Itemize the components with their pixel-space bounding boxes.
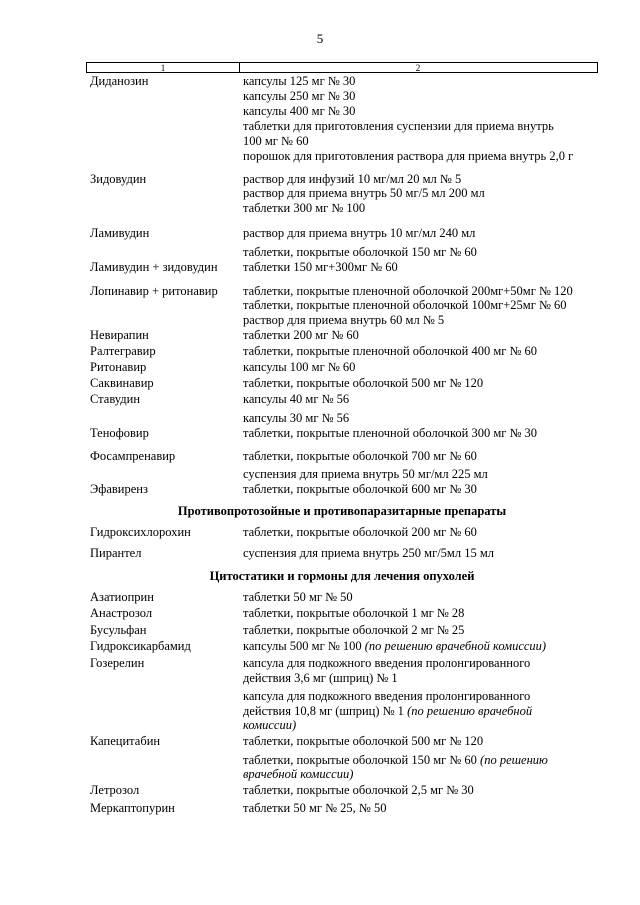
drug-name: Азатиоприн xyxy=(90,590,154,604)
drug-name: Эфавиренз xyxy=(90,482,148,496)
form-text: капсулы 500 мг № 100 xyxy=(243,639,362,653)
drug-name: Саквинавир xyxy=(90,376,154,390)
drug-form: раствор для приема внутрь 10 мг/мл 240 мл xyxy=(243,226,476,240)
drug-name: Анастрозол xyxy=(90,606,153,620)
drug-form: раствор для приема внутрь 60 мл № 5 xyxy=(243,313,445,327)
commission-note: комиссии) xyxy=(243,718,297,732)
drug-name: Ламивудин + зидовудин xyxy=(90,260,218,274)
drug-form: таблетки, покрытые оболочкой 1 мг № 28 xyxy=(243,606,465,620)
drug-form xyxy=(243,639,546,654)
drug-form: раствор для приема внутрь 50 мг/5 мл 200 мл xyxy=(243,186,485,200)
drug-form: таблетки, покрытые оболочкой 500 мг № 120 xyxy=(243,376,484,390)
drug-form: таблетки, покрытые оболочкой 600 мг № 30 xyxy=(243,482,477,496)
drug-form xyxy=(243,753,548,768)
drug-name: Пирантел xyxy=(90,546,142,560)
form-text: действия 10,8 мг (шприц) № 1 xyxy=(243,704,404,718)
header-col-2: 2 xyxy=(415,63,421,73)
drug-form: капсулы 250 мг № 30 xyxy=(243,89,356,103)
drug-name: Ритонавир xyxy=(90,360,147,374)
drug-form: таблетки, покрытые оболочкой 200 мг № 60 xyxy=(243,525,477,539)
commission-note: врачебной комиссии) xyxy=(243,767,354,781)
drug-name: Невирапин xyxy=(90,328,149,342)
drug-name: Летрозол xyxy=(90,783,140,797)
drug-name: Лопинавир + ритонавир xyxy=(90,284,218,298)
drug-form: таблетки, покрытые оболочкой 500 мг № 120 xyxy=(243,734,484,748)
drug-name: Ралтегравир xyxy=(90,344,156,358)
section-title: Цитостатики и гормоны для лечения опухолей xyxy=(209,569,475,583)
drug-form xyxy=(243,704,532,719)
drug-form: порошок для приготовления раствора для приема внутрь 2,0 г xyxy=(243,149,574,163)
drug-form: таблетки, покрытые пленочной оболочкой 300 мг № 30 xyxy=(243,426,538,440)
drug-name: Ламивудин xyxy=(90,226,150,240)
drug-form: таблетки, покрытые пленочной оболочкой 200мг+50мг № 120 xyxy=(243,284,573,298)
drug-form: капсулы 400 мг № 30 xyxy=(243,104,356,118)
commission-note: (по решению врачебной комиссии) xyxy=(364,639,547,653)
drug-form: капсулы 30 мг № 56 xyxy=(243,411,350,425)
drug-name: Бусульфан xyxy=(90,623,147,637)
drug-form: таблетки 300 мг № 100 xyxy=(243,201,366,215)
drug-form: действия 3,6 мг (шприц) № 1 xyxy=(243,671,398,685)
drug-name: Фосампренавир xyxy=(90,449,176,463)
drug-form: суспензия для приема внутрь 50 мг/мл 225 мл xyxy=(243,467,488,481)
drug-name: Зидовудин xyxy=(90,172,147,186)
drug-form: таблетки для приготовления суспензии для приема внутрь xyxy=(243,119,554,133)
drug-form: таблетки 50 мг № 50 xyxy=(243,590,353,604)
table-header xyxy=(86,62,598,73)
drug-form: таблетки, покрытые оболочкой 2,5 мг № 30 xyxy=(243,783,474,797)
drug-name: Капецитабин xyxy=(90,734,161,748)
drug-form: капсулы 40 мг № 56 xyxy=(243,392,350,406)
drug-form: таблетки, покрытые оболочкой 150 мг № 60 xyxy=(243,245,477,259)
drug-form: капсула для подкожного введения пролонгированного xyxy=(243,689,531,703)
drug-form: капсулы 125 мг № 30 xyxy=(243,74,356,88)
drug-form: суспензия для приема внутрь 250 мг/5мл 15 мл xyxy=(243,546,494,560)
drug-form: таблетки 150 мг+300мг № 60 xyxy=(243,260,398,274)
drug-form: 100 мг № 60 xyxy=(243,134,309,148)
drug-form: таблетки, покрытые пленочной оболочкой 100мг+25мг № 60 xyxy=(243,298,567,312)
header-col-1: 1 xyxy=(87,63,240,72)
drug-form: раствор для инфузий 10 мг/мл 20 мл № 5 xyxy=(243,172,462,186)
commission-note: (по решению врачебной xyxy=(407,704,533,718)
drug-name: Гидроксикарбамид xyxy=(90,639,191,653)
page-number: 5 xyxy=(316,31,324,46)
drug-name: Меркаптопурин xyxy=(90,801,175,815)
drug-name: Диданозин xyxy=(90,74,149,88)
drug-form: таблетки 50 мг № 25, № 50 xyxy=(243,801,387,815)
drug-name: Тенофовир xyxy=(90,426,149,440)
drug-name: Гидроксихлорохин xyxy=(90,525,191,539)
drug-form: капсула для подкожного введения пролонгированного xyxy=(243,656,531,670)
commission-note: (по решению xyxy=(480,753,548,767)
form-text: таблетки, покрытые оболочкой 150 мг № 60 xyxy=(243,753,477,767)
section-title: Противопротозойные и противопаразитарные препараты xyxy=(177,504,507,518)
drug-form: таблетки 200 мг № 60 xyxy=(243,328,359,342)
drug-form: таблетки, покрытые оболочкой 2 мг № 25 xyxy=(243,623,465,637)
drug-form: капсулы 100 мг № 60 xyxy=(243,360,356,374)
drug-form: таблетки, покрытые оболочкой 700 мг № 60 xyxy=(243,449,477,463)
drug-name: Ставудин xyxy=(90,392,141,406)
drug-form: таблетки, покрытые пленочной оболочкой 400 мг № 60 xyxy=(243,344,538,358)
drug-name: Гозерелин xyxy=(90,656,145,670)
